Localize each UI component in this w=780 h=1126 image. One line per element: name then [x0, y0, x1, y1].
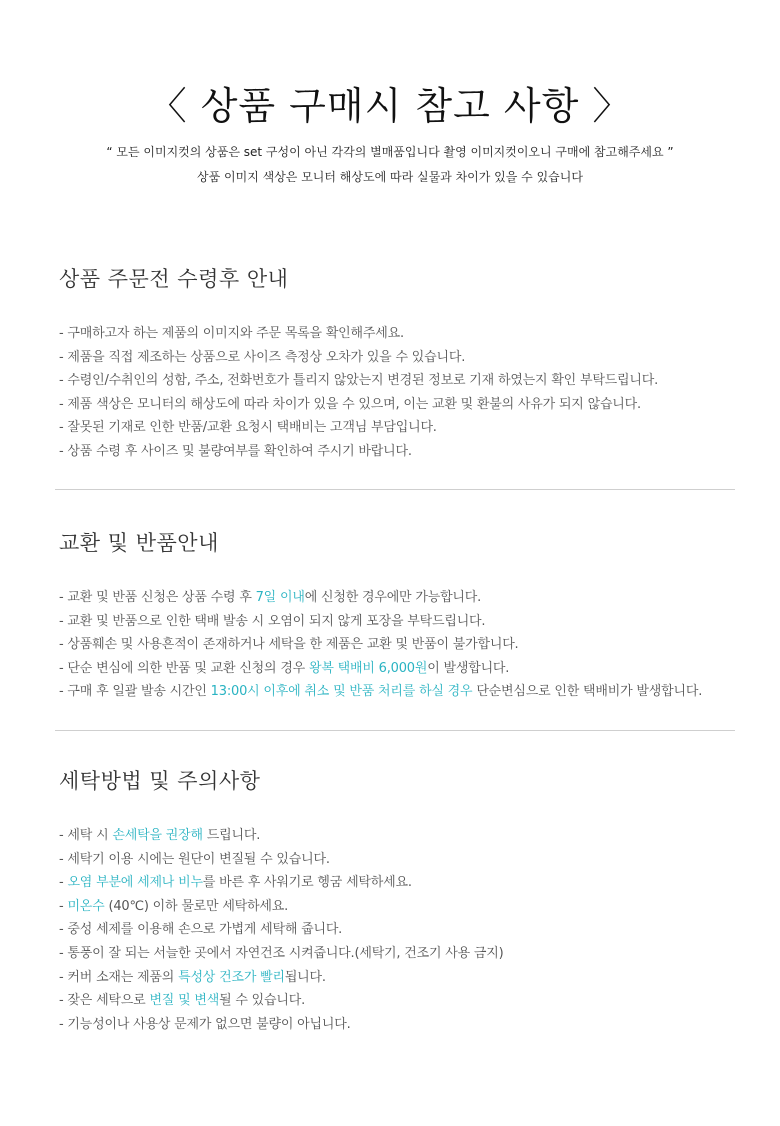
- item-text: - 잘못된 기재로 인한 반품/교환 요청시 택배비는 고객님 부담입니다.: [59, 420, 437, 436]
- highlight-text: 특성상 건조가 빨리: [178, 969, 285, 985]
- section-title: 세탁방법 및 주의사항: [59, 769, 261, 793]
- item-text: - 구매 후 일괄 발송 시간인: [59, 684, 211, 700]
- section-exchange-return: [59, 527, 739, 704]
- item-text: - 교환 및 반품 신청은 상품 수령 후: [59, 590, 256, 605]
- list-item: [59, 633, 739, 657]
- divider: [55, 489, 735, 490]
- item-text: 단순변심으로 인한 택배비가 발생합니다.: [472, 684, 703, 700]
- item-text: - 구매하고자 하는 제품의 이미지와 주문 목록을 확인해주세요.: [59, 326, 404, 341]
- item-text: -: [59, 875, 68, 891]
- highlight-text: 미온수: [67, 898, 105, 914]
- item-text: - 상품 수령 후 사이즈 및 불량여부를 확인하여 주시기 바랍니다.: [59, 443, 412, 459]
- highlight-text: 오염 부분에 세제나 비누: [67, 875, 203, 891]
- list-item: [59, 966, 739, 990]
- item-text: - 기능성이나 사용상 문제가 없으면 불량이 아닙니다.: [59, 1016, 351, 1032]
- item-text: - 수령인/수취인의 성함, 주소, 전화번호가 틀리지 않았는지 변경된 정보로 기재 하였는지 확인 부탁드립니다.: [59, 373, 659, 389]
- list-item: [59, 586, 739, 610]
- highlight-text: 손세탁을 권장해: [112, 828, 203, 843]
- item-text: 됩니다.: [284, 969, 326, 985]
- item-text: - 중성 세제를 이용해 손으로 가볍게 세탁해 줍니다.: [59, 922, 343, 938]
- divider: [55, 730, 735, 731]
- item-text: - 잦은 세탁으로: [59, 993, 150, 1009]
- item-text: 드립니다.: [202, 828, 261, 843]
- list-item: [59, 824, 739, 848]
- highlight-text: 변질 및 변색: [149, 993, 220, 1009]
- section-title: 상품 주문전 수령후 안내: [59, 267, 289, 291]
- item-text: - 제품을 직접 제조하는 상품으로 사이즈 측정상 오차가 있을 수 있습니다.: [59, 349, 466, 365]
- list-item: [59, 895, 739, 919]
- highlight-text: 13:00시 이후에 취소 및 반품 처리를 하실 경우: [210, 684, 473, 700]
- list-item: [59, 369, 739, 393]
- section-order-notice: [59, 263, 739, 464]
- item-text: - 상품훼손 및 사용흔적이 존재하거나 세탁을 한 제품은 교환 및 반품이 불가합니다.: [59, 637, 519, 653]
- item-text: -: [59, 898, 68, 914]
- list-item: [59, 989, 739, 1013]
- list-item: [59, 440, 739, 464]
- list-item: [59, 918, 739, 942]
- list-item: [59, 680, 739, 704]
- section-title: 교환 및 반품안내: [59, 531, 219, 555]
- item-text: 에 신청한 경우에만 가능합니다.: [304, 590, 482, 605]
- notice-list: [59, 322, 739, 464]
- item-text: (40℃) 이하 물로만 세탁하세요.: [104, 898, 289, 914]
- list-item: [59, 1013, 739, 1037]
- item-text: - 커버 소재는 제품의: [59, 969, 179, 985]
- list-item: [59, 942, 739, 966]
- item-text: - 제품 색상은 모니터의 해상도에 따라 차이가 있을 수 있으며, 이는 교환 및 환불의 사유가 되지 않습니다.: [59, 396, 641, 412]
- page-title: 〈 상품 구매시 참고 사항 〉: [148, 84, 632, 129]
- item-text: - 단순 변심에 의한 반품 및 교환 신청의 경우: [59, 660, 309, 676]
- list-item: [59, 871, 739, 895]
- item-text: - 세탁 시: [59, 828, 113, 843]
- list-item: [59, 848, 739, 872]
- intro-notice: “ 모든 이미지컷의 상품은 set 구성이 아닌 각각의 별매품입니다 촬영 이미지컷이오니 구매에 참고해주세요 ”: [106, 145, 674, 159]
- list-item: [59, 322, 739, 346]
- item-text: 이 발생합니다.: [427, 660, 510, 676]
- item-text: - 세탁기 이용 시에는 원단이 변질될 수 있습니다.: [59, 851, 330, 867]
- list-item: [59, 416, 739, 440]
- item-text: - 교환 및 반품으로 인한 택배 발송 시 오염이 되지 않게 포장을 부탁드립니다.: [59, 613, 486, 629]
- notice-list: [59, 586, 739, 704]
- notice-list: [59, 824, 739, 1036]
- item-text: 를 바른 후 사워기로 헹굼 세탁하세요.: [202, 875, 412, 891]
- intro-color-notice: 상품 이미지 색상은 모니터 해상도에 따라 실물과 차이가 있을 수 있습니다: [197, 170, 583, 184]
- item-text: - 통풍이 잘 되는 서늘한 곳에서 자연건조 시켜줍니다.(세탁기, 건조기 사용 금지): [59, 945, 504, 961]
- section-washing-care: [59, 765, 739, 1036]
- list-item: [59, 346, 739, 370]
- item-text: 될 수 있습니다.: [219, 993, 306, 1009]
- highlight-text: 왕복 택배비 6,000원: [308, 660, 428, 676]
- list-item: [59, 610, 739, 634]
- highlight-text: 7일 이내: [255, 590, 305, 605]
- list-item: [59, 657, 739, 681]
- list-item: [59, 393, 739, 417]
